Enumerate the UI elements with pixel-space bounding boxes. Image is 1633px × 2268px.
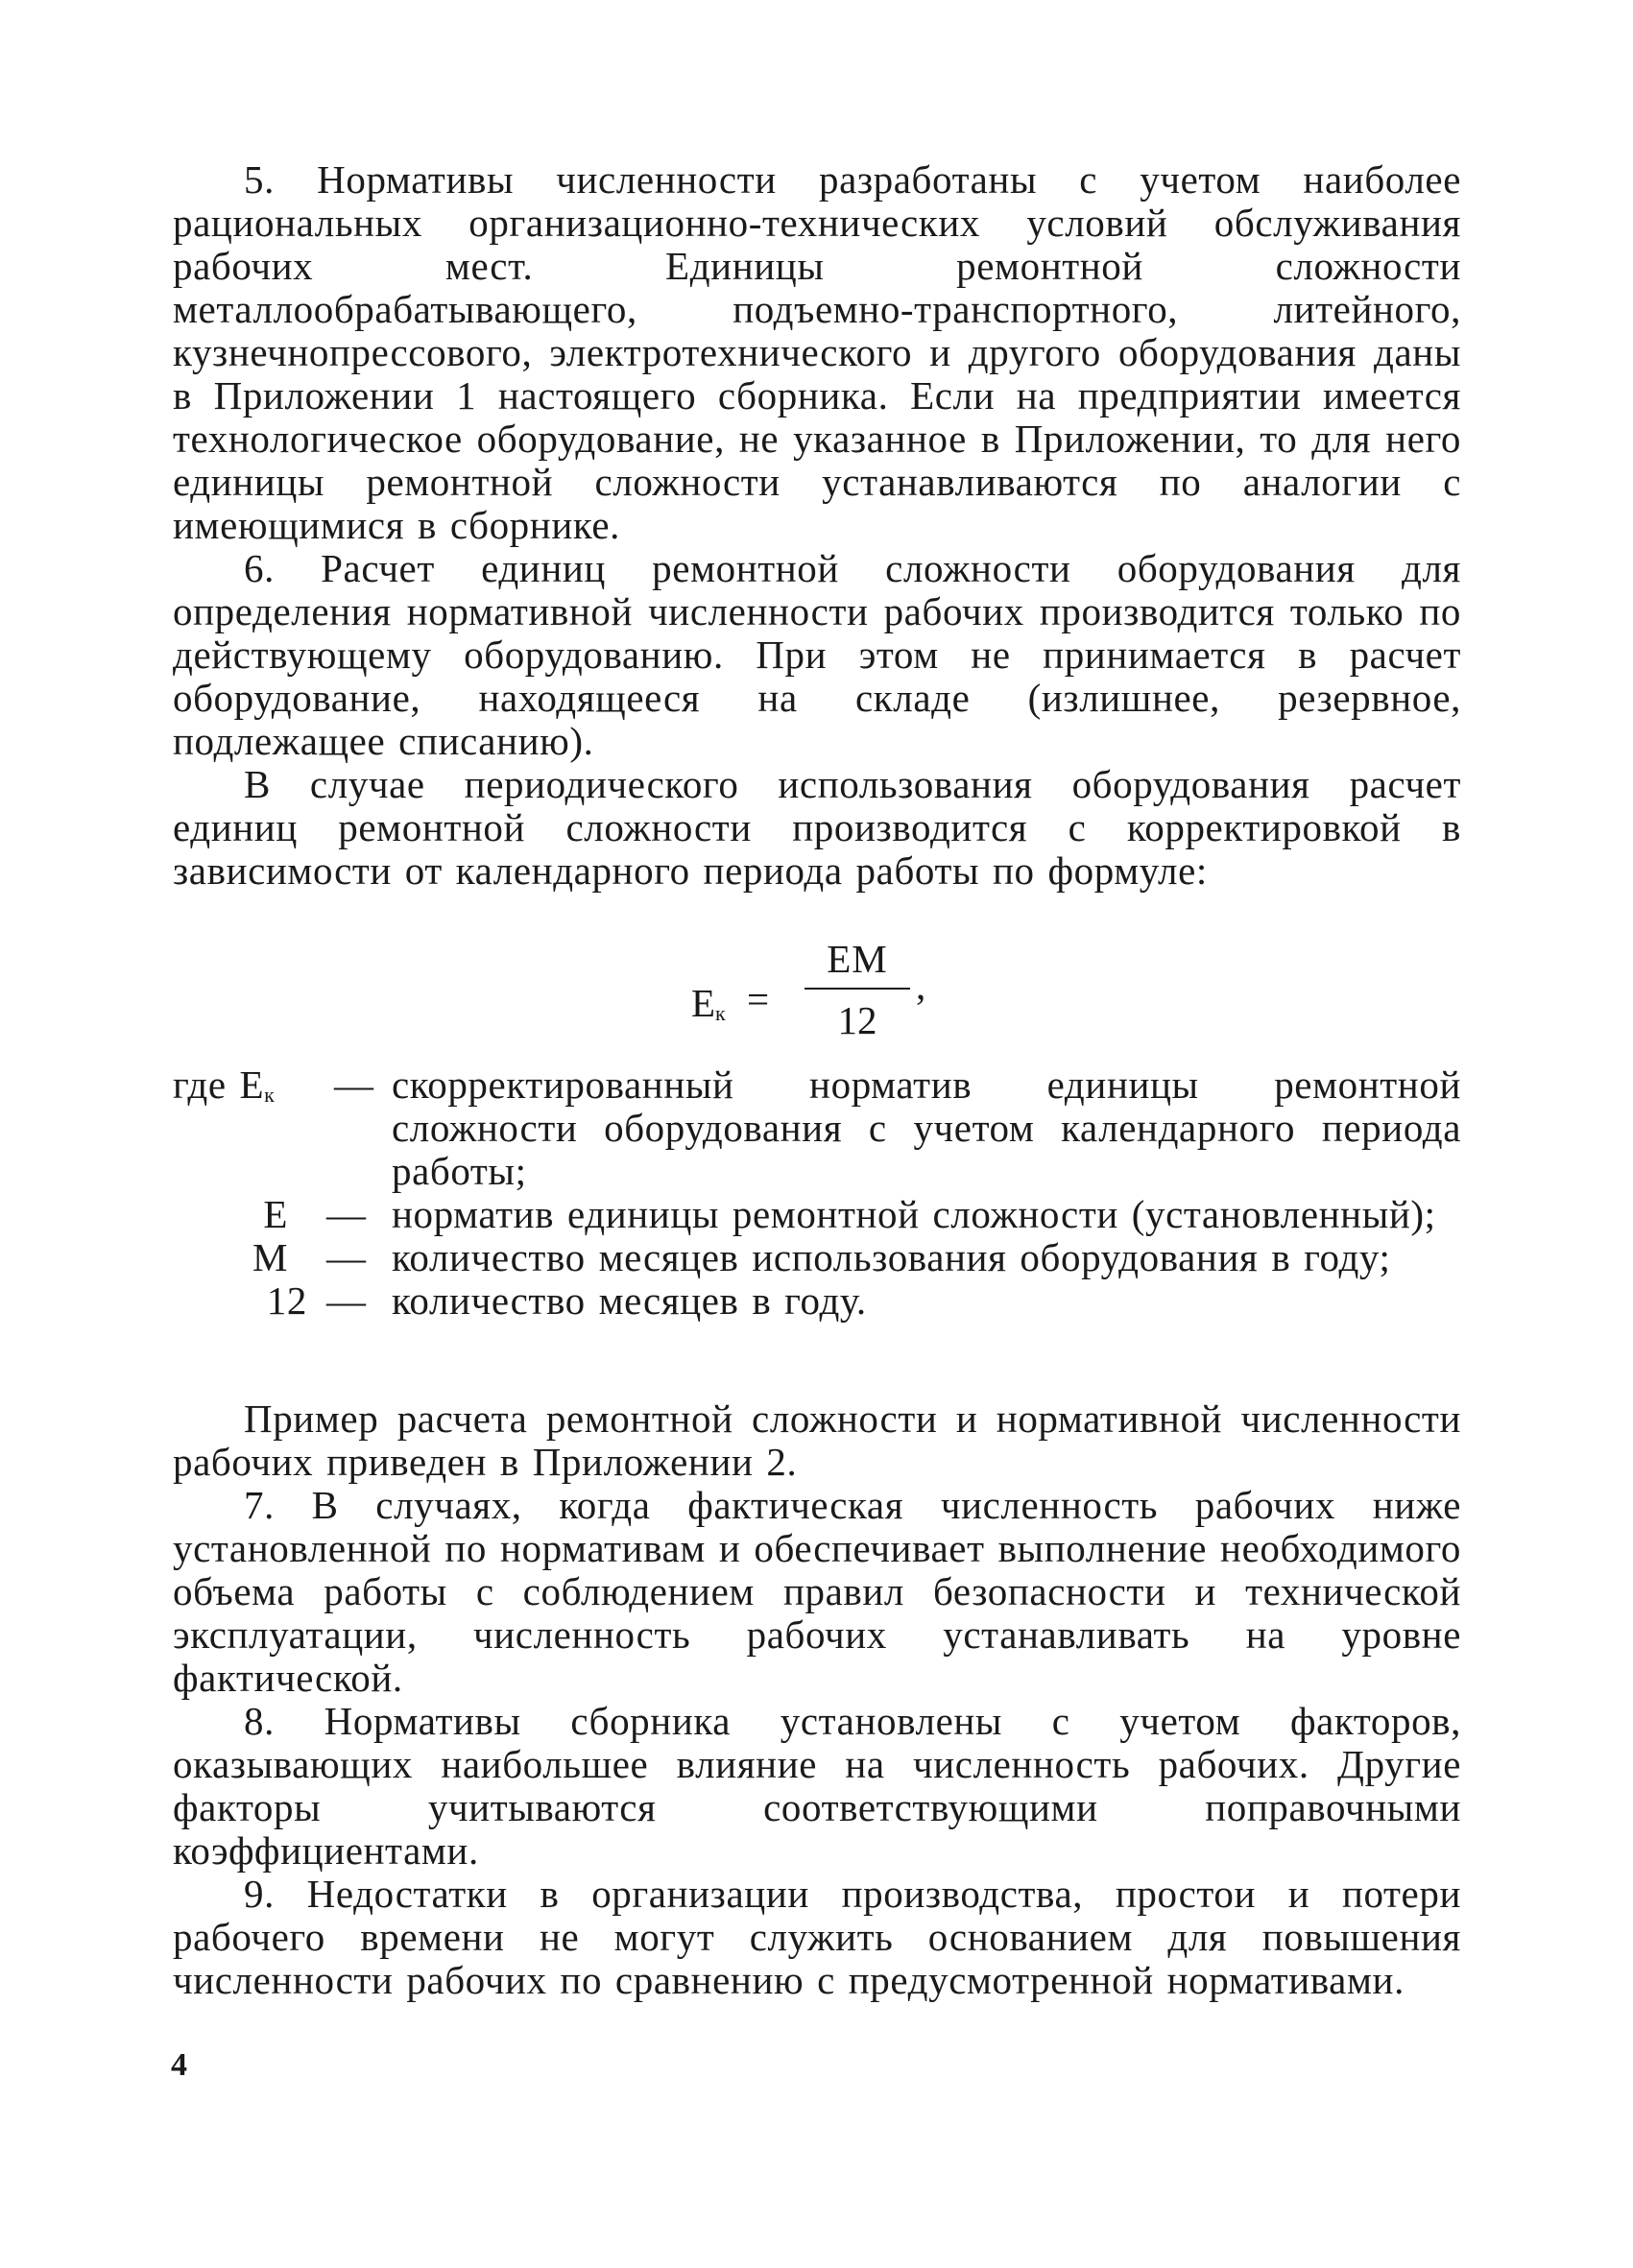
paragraph-6: 6. Расчет единиц ремонтной сложности оборудования для определения нормативной численности рабочих производится только по действующему оборудованию. При этом не принимается в расчет оборудование, находящееся на складе (излишнее, резервное, подлежащее списанию). [173,546,1461,763]
paragraph-5: 5. Нормативы численности разработаны с учетом наиболее рациональных организационно-технических условий обслуживания рабочих мест. Единицы ремонтной сложности металлообрабатывающего, подъемно-транспортного, литейного, кузнечнопрессового, электротехнического и другого оборудования даны в Приложении 1 настоящего сборника. Если на предприятии имеется технологическое оборудование, не указанное в Приложении, то для него единицы ремонтной сложности устанавливаются по аналогии с имеющимися в сборнике. [173,157,1461,547]
formula-equals: = [747,977,770,1021]
paragraph-8: 8. Нормативы сборника установлены с учетом факторов, оказывающих наибольшее влияние на численность рабочих. Другие факторы учитываются соответствующими поправочными коэффициентами. [173,1699,1461,1873]
formula-numerator: ЕМ [827,937,888,981]
paragraph-periodic-use: В случае периодического использования оборудования расчет единиц ремонтной сложности производится с корректировкой в зависимости от календарного периода работы по формуле: [173,762,1461,893]
definition-ek [173,1063,1461,1193]
definition-text: скорректированный норматив единицы ремонтной сложности оборудования с учетом календарного периода работы; [392,1062,1461,1193]
formula-fraction-bar [804,988,910,990]
definition-symbol: 12 [266,1278,307,1323]
definitions-list [173,1063,1461,1323]
definition-text: количество месяцев в году. [392,1278,867,1323]
page-number: 4 [171,2047,187,2083]
definition-symbol: М [252,1235,288,1279]
text-block-top [173,158,1461,893]
definition-dash: — [326,1278,367,1323]
definition-12 [173,1279,1461,1323]
paragraph-example: Пример расчета ремонтной сложности и нормативной численности рабочих приведен в Приложении 2. [173,1397,1461,1484]
formula-denominator: 12 [837,998,877,1042]
definition-text: количество месяцев использования оборудования в году; [392,1235,1391,1279]
definition-text: норматив единицы ремонтной сложности (установленный); [392,1192,1436,1236]
formula-comma: , [916,964,926,1008]
paragraph-7: 7. В случаях, когда фактическая численность рабочих ниже установленной по нормативам и обеспечивает выполнение необходимого объема работы с соблюдением правил безопасности и технической эксплуатации, численность рабочих устанавливать на уровне фактической. [173,1483,1461,1700]
definition-dash: — [326,1235,367,1279]
paragraph-9: 9. Недостатки в организации производства, простои и потери рабочего времени не могут служить основанием для повышения численности рабочих по сравнению с предусмотренной нормативами. [173,1872,1461,2002]
definition-dash: — [334,1062,374,1107]
text-block-bottom [173,1397,1461,2002]
definition-m [173,1236,1461,1279]
formula-lhs-subscript: к [715,1001,726,1025]
definition-symbol: где $Е_к$ [173,1062,276,1107]
definition-symbol: Е [263,1192,288,1236]
definition-dash: — [326,1192,367,1236]
formula [691,936,941,1051]
formula-lhs: $Е_к$ [691,981,726,1025]
definition-e [173,1193,1461,1236]
